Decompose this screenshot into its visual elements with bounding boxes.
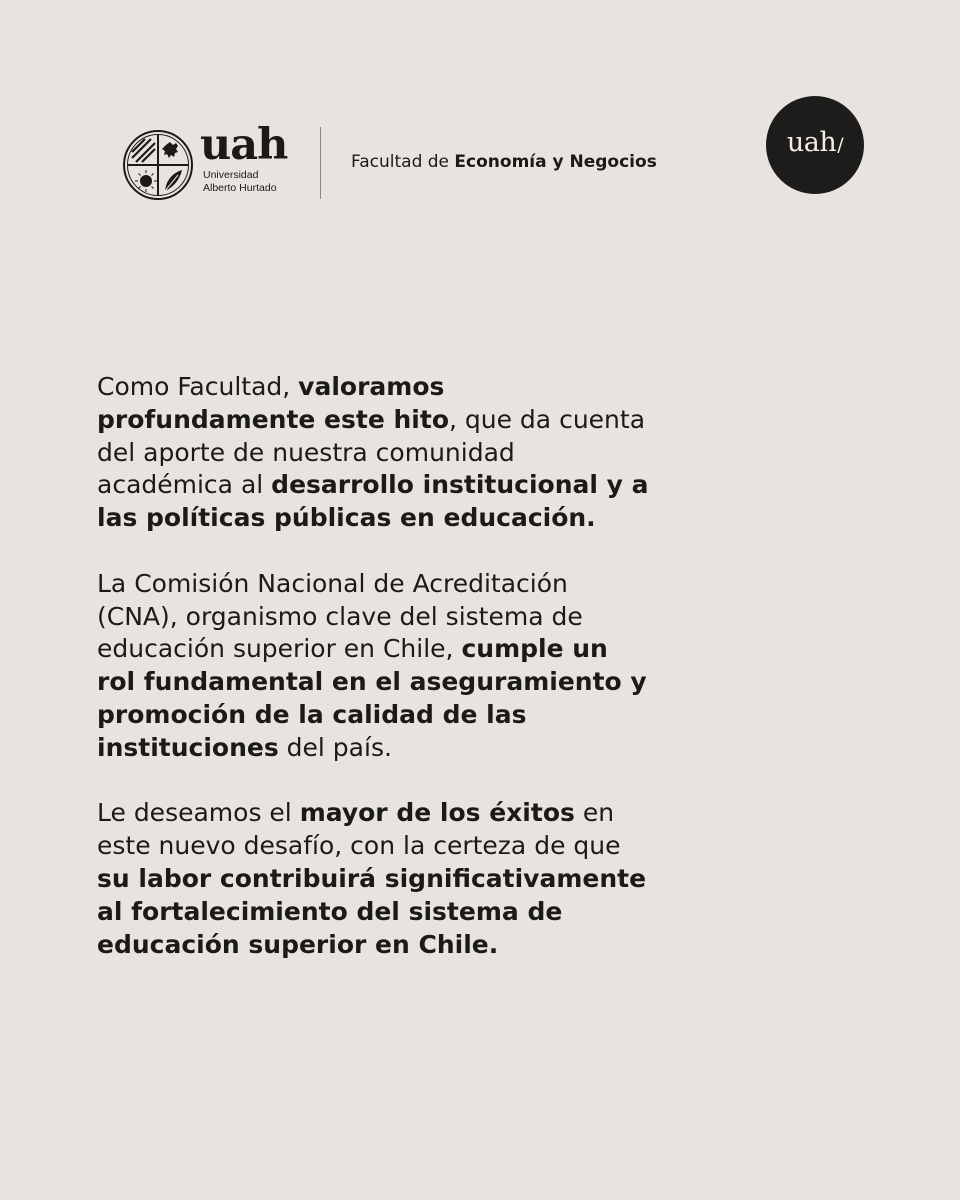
bold-text: al fortalecimiento del sistema de bbox=[97, 896, 563, 926]
bold-text: las políticas públicas en educación. bbox=[97, 503, 596, 533]
bold-text: cumple un bbox=[461, 634, 608, 664]
bold-text: valoramos bbox=[298, 372, 445, 401]
message-body bbox=[97, 371, 817, 961]
bold-text: instituciones bbox=[97, 732, 279, 762]
bold-text: su labor contribuirá significativamente bbox=[97, 863, 647, 893]
university-name bbox=[203, 169, 277, 195]
text-line bbox=[97, 404, 817, 437]
text-segment: en bbox=[574, 798, 615, 828]
text-line bbox=[97, 601, 817, 634]
university-crest-icon bbox=[122, 129, 194, 201]
text-segment: académica al bbox=[97, 470, 272, 500]
text-line bbox=[97, 863, 817, 896]
text-segment: educación superior en Chile, bbox=[97, 634, 462, 664]
text-line bbox=[97, 797, 817, 830]
text-segment: La Comisión Nacional de Acreditación bbox=[97, 568, 568, 598]
faculty-title: Economía y Negocios bbox=[454, 152, 657, 172]
text-line bbox=[97, 666, 817, 699]
bold-text: desarrollo institucional y a bbox=[271, 470, 649, 500]
bold-text: educación superior en Chile. bbox=[97, 929, 499, 959]
text-line bbox=[97, 830, 817, 863]
text-segment: este nuevo desafío, con la certeza de que bbox=[97, 831, 621, 861]
text-line bbox=[97, 568, 817, 601]
bold-text: rol fundamental en el aseguramiento y bbox=[97, 667, 647, 697]
text-line bbox=[97, 699, 817, 732]
university-logo bbox=[122, 120, 312, 203]
header bbox=[0, 0, 960, 240]
text-segment: del aporte de nuestra comunidad bbox=[97, 437, 515, 467]
text-line bbox=[97, 896, 817, 929]
badge-slash: / bbox=[837, 134, 844, 156]
text-segment: del país. bbox=[278, 732, 392, 762]
bold-text: promoción de la calidad de las bbox=[97, 699, 527, 729]
text-line bbox=[97, 437, 817, 470]
text-line bbox=[97, 502, 817, 535]
uah-badge-text bbox=[766, 126, 864, 162]
bold-text: mayor de los éxitos bbox=[299, 798, 575, 828]
text-line bbox=[97, 929, 817, 962]
paragraph-2 bbox=[97, 568, 817, 765]
text-segment: Le deseamos el bbox=[97, 798, 300, 828]
text-line bbox=[97, 469, 817, 502]
header-divider bbox=[320, 127, 321, 199]
uah-badge bbox=[766, 96, 864, 194]
text-segment: , que da cuenta bbox=[449, 404, 646, 434]
paragraph-3 bbox=[97, 797, 817, 961]
text-line bbox=[97, 633, 817, 666]
bold-text: profundamente este hito bbox=[97, 404, 449, 434]
text-segment: (CNA), organismo clave del sistema de bbox=[97, 601, 583, 631]
badge-wordmark: uah bbox=[786, 127, 837, 158]
uah-wordmark: uah bbox=[200, 120, 288, 170]
text-line bbox=[97, 371, 817, 404]
faculty-prefix: Facultad de bbox=[351, 152, 455, 172]
university-name-line1: Universidad bbox=[203, 169, 259, 181]
faculty-name bbox=[351, 150, 657, 174]
text-line bbox=[97, 732, 817, 765]
paragraph-1 bbox=[97, 371, 817, 535]
university-name-line2: Alberto Hurtado bbox=[203, 182, 277, 194]
text-segment: Como Facultad, bbox=[97, 372, 299, 401]
